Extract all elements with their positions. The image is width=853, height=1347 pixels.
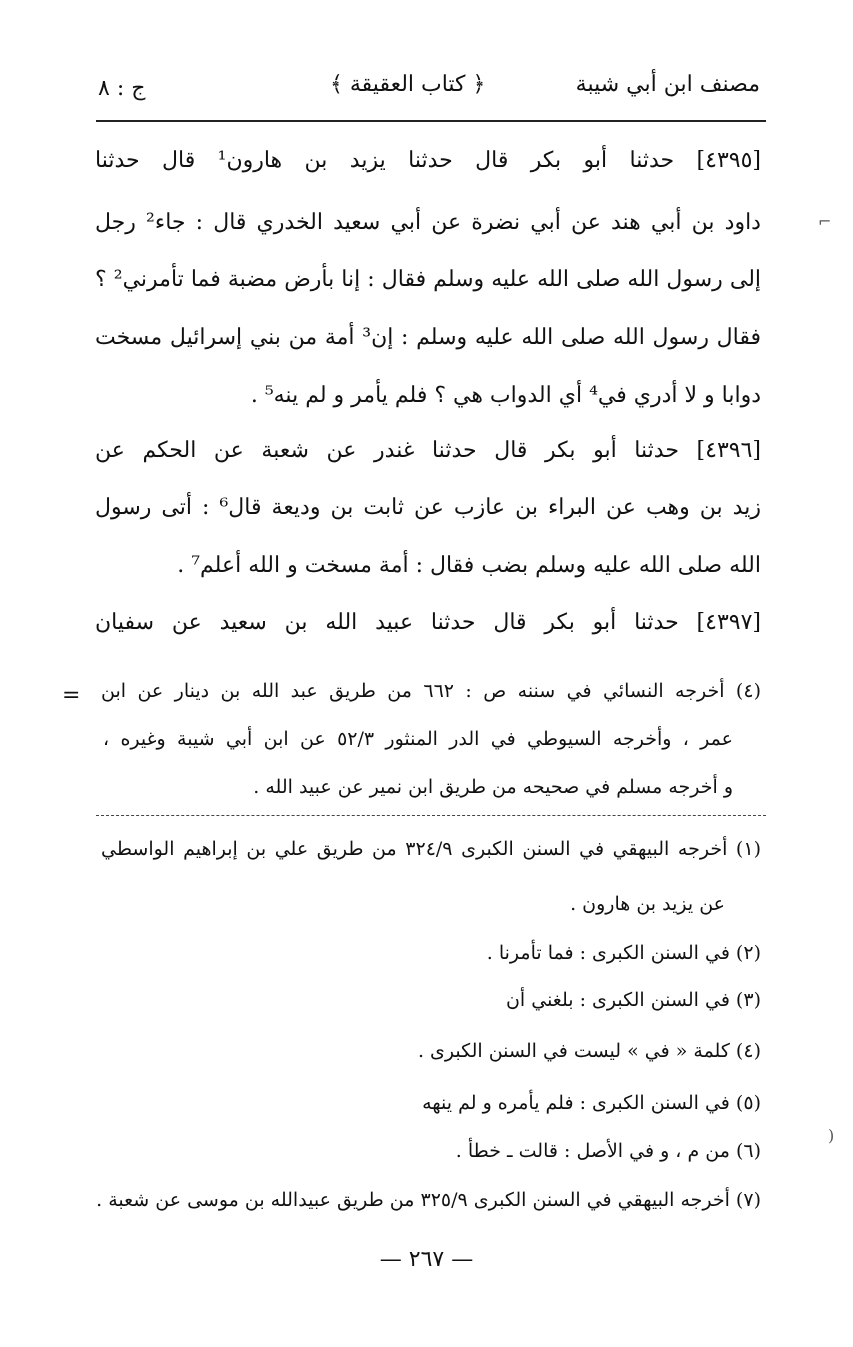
footnote: (٦) من م ، و في الأصل : قالت ـ خطأ . bbox=[455, 1140, 761, 1162]
main-text-line: الله صلى الله عليه وسلم بضب فقال : أمة مسخت و الله أعلم⁷ . bbox=[177, 553, 761, 578]
main-text-line: [٤٣٩٥] حدثنا أبو بكر قال حدثنا يزيد بن هارون¹ قال حدثنا bbox=[95, 148, 761, 173]
main-text-line: إلى رسول الله صلى الله عليه وسلم فقال : إنا بأرض مضبة فما تأمرني² ؟ bbox=[95, 267, 762, 292]
footnote: عن يزيد بن هارون . bbox=[570, 893, 725, 915]
page-number: — ٢٦٧ — bbox=[379, 1247, 474, 1272]
footnote-continuation-line: عمر ، وأخرجه السيوطي في الدر المنثور ٥٢/٣ عن ابن أبي شيبة وغيره ، bbox=[103, 728, 733, 750]
header-rule bbox=[96, 120, 766, 122]
running-header-volume: ج : ٨ bbox=[98, 76, 146, 101]
main-text-line: فقال رسول الله صلى الله عليه وسلم : إن³ أمة من بني إسرائيل مسخت bbox=[95, 325, 761, 350]
main-text-line: دوابا و لا أدري في⁴ أي الدواب هي ؟ فلم يأمر و لم ينه⁵ . bbox=[250, 383, 761, 408]
footnote: (٣) في السنن الكبرى : بلغني أن bbox=[505, 989, 761, 1011]
footnote-separator bbox=[96, 815, 766, 816]
scan-mark: ⌐ bbox=[818, 212, 832, 231]
footnote: (٤) كلمة « في » ليست في السنن الكبرى . bbox=[417, 1040, 761, 1062]
continuation-marker: = bbox=[62, 683, 81, 708]
running-header-chapter-title: ﴿ كتاب العقيقة ﴾ bbox=[330, 72, 486, 97]
footnote-continuation-line: (٤) أخرجه النسائي في سننه ص : ٦٦٢ من طريق عبد الله بن دينار عن ابن bbox=[101, 680, 761, 702]
footnote: (٢) في السنن الكبرى : فما تأمرنا . bbox=[486, 942, 761, 964]
footnote-continuation-line: و أخرجه مسلم في صحيحه من طريق ابن نمير عن عبيد الله . bbox=[253, 776, 733, 798]
main-text-line: زيد بن وهب عن البراء بن عازب عن ثابت بن وديعة قال⁶ : أتى رسول bbox=[95, 495, 761, 520]
running-header-book-title: مصنف ابن أبي شيبة bbox=[575, 72, 760, 97]
footnote: (٥) في السنن الكبرى : فلم يأمره و لم ينهه bbox=[422, 1092, 761, 1114]
footnote: (١) أخرجه البيهقي في السنن الكبرى ٣٢٤/٩ من طريق علي بن إبراهيم الواسطي bbox=[101, 838, 761, 860]
scan-mark: ( bbox=[828, 1126, 835, 1145]
footnote: (٧) أخرجه البيهقي في السنن الكبرى ٣٢٥/٩ من طريق عبيدالله بن موسى عن شعبة . bbox=[96, 1189, 761, 1211]
main-text-line: [٤٣٩٦] حدثنا أبو بكر قال حدثنا غندر عن شعبة عن الحكم عن bbox=[95, 438, 761, 463]
main-text-line: داود بن أبي هند عن أبي نضرة عن أبي سعيد الخدري قال : جاء² رجل bbox=[95, 210, 761, 235]
main-text-line: [٤٣٩٧] حدثنا أبو بكر قال حدثنا عبيد الله بن سعيد عن سفيان bbox=[95, 610, 761, 635]
